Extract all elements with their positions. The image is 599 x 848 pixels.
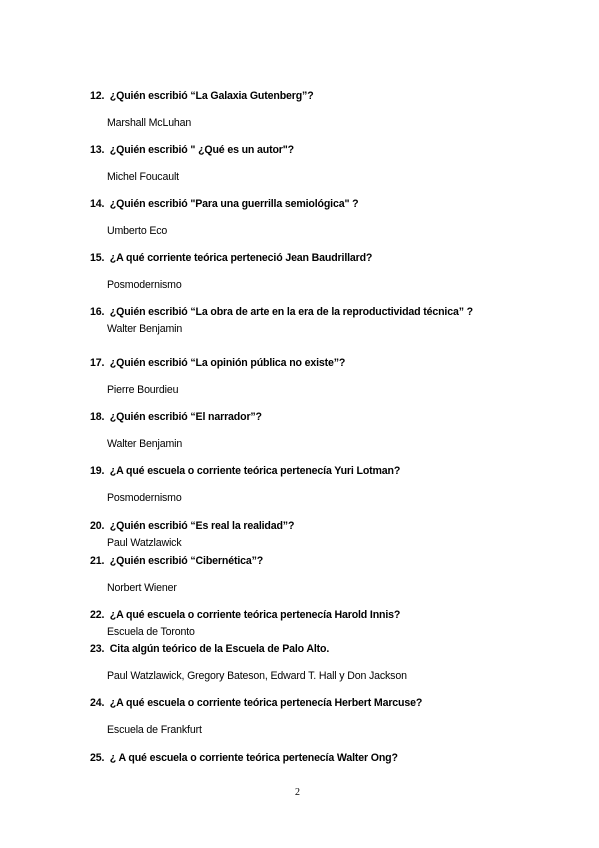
answer-13: Michel Foucault xyxy=(107,171,179,183)
question-23: 23. Cita algún teórico de la Escuela de Palo Alto. xyxy=(90,643,330,655)
question-13: 13. ¿Quién escribió " ¿Qué es un autor"? xyxy=(90,144,294,156)
question-15: 15. ¿A qué corriente teórica perteneció Jean Baudrillard? xyxy=(90,252,373,264)
answer-19: Posmodernismo xyxy=(107,492,182,504)
question-12: 12. ¿Quién escribió “La Galaxia Gutenberg”? xyxy=(90,90,314,102)
question-14: 14. ¿Quién escribió "Para una guerrilla semiológica" ? xyxy=(90,198,359,210)
answer-21: Norbert Wiener xyxy=(107,582,177,594)
answer-18: Walter Benjamin xyxy=(107,438,183,450)
question-18: 18. ¿Quién escribió “El narrador”? xyxy=(90,411,262,423)
answer-23: Paul Watzlawick, Gregory Bateson, Edward T. Hall y Don Jackson xyxy=(107,670,407,682)
question-20: 20. ¿Quién escribió “Es real la realidad”? xyxy=(90,520,295,532)
question-25: 25. ¿ A qué escuela o corriente teórica pertenecía Walter Ong? xyxy=(90,752,398,764)
question-19: 19. ¿A qué escuela o corriente teórica pertenecía Yuri Lotman? xyxy=(90,465,401,477)
answer-17: Pierre Bourdieu xyxy=(107,384,179,396)
answer-20: Paul Watzlawick xyxy=(107,537,182,549)
answer-14: Umberto Eco xyxy=(107,225,168,237)
answer-22: Escuela de Toronto xyxy=(107,626,195,638)
question-24: 24. ¿A qué escuela o corriente teórica pertenecía Herbert Marcuse? xyxy=(90,697,423,709)
question-16: 16. ¿Quién escribió “La obra de arte en la era de la reproductividad técnica” ? xyxy=(90,306,473,318)
answer-24: Escuela de Frankfurt xyxy=(107,724,202,736)
question-22: 22. ¿A qué escuela o corriente teórica pertenecía Harold Innis? xyxy=(90,609,401,621)
question-21: 21. ¿Quién escribió “Cibernética”? xyxy=(90,555,264,567)
question-17: 17. ¿Quién escribió “La opinión pública no existe”? xyxy=(90,357,346,369)
answer-15: Posmodernismo xyxy=(107,279,182,291)
answer-12: Marshall McLuhan xyxy=(107,117,192,129)
page-number: 2 xyxy=(295,787,300,798)
answer-16: Walter Benjamin xyxy=(107,323,183,335)
